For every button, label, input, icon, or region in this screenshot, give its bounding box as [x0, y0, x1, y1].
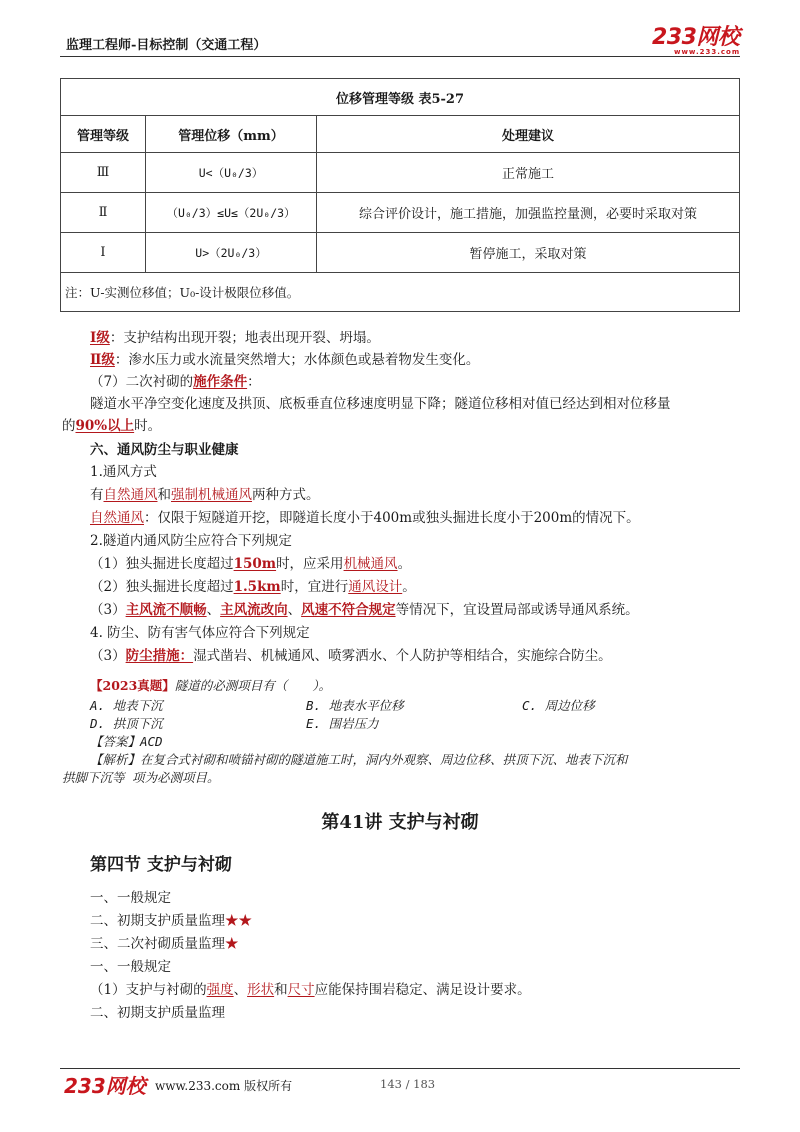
outline-item: （1）支护与衬砌的强度、形状和尺寸应能保持围岩稳定、满足设计要求。: [90, 982, 531, 998]
list-item: （3）主风流不顺畅、主风流改向、风速不符合规定等情况下，宜设置局部或诱导通风系统。: [90, 602, 639, 618]
level-2-line: Ⅱ级：渗水压力或水流量突然增大；水体颜色或悬着物发生变化。: [90, 352, 480, 368]
analysis-line: 【解析】在复合式衬砌和喷锚衬砌的隧道施工时，洞内外观察、周边位移、拱顶下沉、地表下沉和: [90, 752, 628, 767]
outline-item: 一、一般规定: [90, 890, 171, 906]
answer: 【答案】ACD: [90, 734, 163, 749]
header-divider: [60, 56, 740, 57]
option-a: A. 地表下沉: [90, 698, 163, 713]
question-stem: 【2023真题】隧道的必测项目有（ ）。: [90, 678, 332, 693]
item-heading: 1.通风方式: [90, 464, 157, 480]
table-caption: 位移管理等级 表5-27: [61, 79, 740, 116]
page-number: 143 / 183: [380, 1077, 436, 1091]
table-row: Ⅱ （U₀/3）≤U≤（2U₀/3） 综合评价设计，施工措施，加强监控量测，必要时采取对策: [61, 193, 740, 233]
item-heading: 2.隧道内通风防尘应符合下列规定: [90, 533, 292, 549]
paragraph-line: 的90%以上时。: [62, 418, 162, 434]
paragraph-line: 隧道水平净空变化速度及拱顶、底板垂直位移速度明显下降；隧道位移相对值已经达到相对位移量: [90, 396, 671, 412]
option-c: C. 周边位移: [522, 698, 595, 713]
document-header-title: 监理工程师-目标控制（交通工程）: [66, 38, 267, 53]
item-heading: 4. 防尘、防有害气体应符合下列规定: [90, 625, 310, 641]
option-e: E. 围岩压力: [306, 716, 379, 731]
list-item: （3）防尘措施：湿式凿岩、机械通风、喷雾洒水、个人防护等相结合，实施综合防尘。: [90, 648, 612, 664]
paragraph-line: 自然通风：仅限于短隧道开挖，即隧道长度小于400m或独头掘进长度小于200m的情况下。: [90, 510, 640, 526]
option-b: B. 地表水平位移: [306, 698, 404, 713]
lecture-title: 第41讲 支护与衬砌: [321, 812, 479, 833]
table-header-advice: 处理建议: [317, 116, 740, 153]
subsection-heading: 六、通风防尘与职业健康: [90, 442, 239, 458]
table-header-displacement: 管理位移（mm）: [146, 116, 317, 153]
section-title: 第四节 支护与衬砌: [90, 855, 232, 875]
paragraph-line: 有自然通风和强制机械通风两种方式。: [90, 487, 320, 503]
footer-logo[interactable]: 233网校: [64, 1074, 146, 1098]
footer-copyright: www.233.com 版权所有: [155, 1079, 293, 1093]
outline-item: 一、一般规定: [90, 959, 171, 975]
table-header-level: 管理等级: [61, 116, 146, 153]
footer-divider: [60, 1068, 740, 1069]
lining-condition-line: （7）二次衬砌的施作条件：: [90, 374, 261, 390]
outline-item: 二、初期支护质量监理: [90, 1005, 225, 1021]
list-item: （2）独头掘进长度超过1.5km时，宜进行通风设计。: [90, 579, 416, 595]
table-row: Ⅲ U<（U₀/3） 正常施工: [61, 153, 740, 193]
star-icon: ★: [225, 936, 239, 952]
level-1-line: Ⅰ级：支护结构出现开裂；地表出现开裂、坍塌。: [90, 330, 380, 346]
star-icon: ★★: [225, 913, 252, 929]
displacement-table: [60, 78, 740, 312]
analysis-line: 拱脚下沉等 项为必测项目。: [62, 770, 220, 785]
outline-item: 二、初期支护质量监理★★: [90, 913, 252, 929]
table-note: 注：U-实测位移值；U₀-设计极限位移值。: [61, 273, 740, 312]
table-row: Ⅰ U>（2U₀/3） 暂停施工，采取对策: [61, 233, 740, 273]
brand-logo[interactable]: 233网校 www.233.com: [652, 25, 741, 56]
outline-item: 三、二次衬砌质量监理★: [90, 936, 239, 952]
list-item: （1）独头掘进长度超过150m时，应采用机械通风。: [90, 556, 412, 572]
option-d: D. 拱顶下沉: [90, 716, 163, 731]
